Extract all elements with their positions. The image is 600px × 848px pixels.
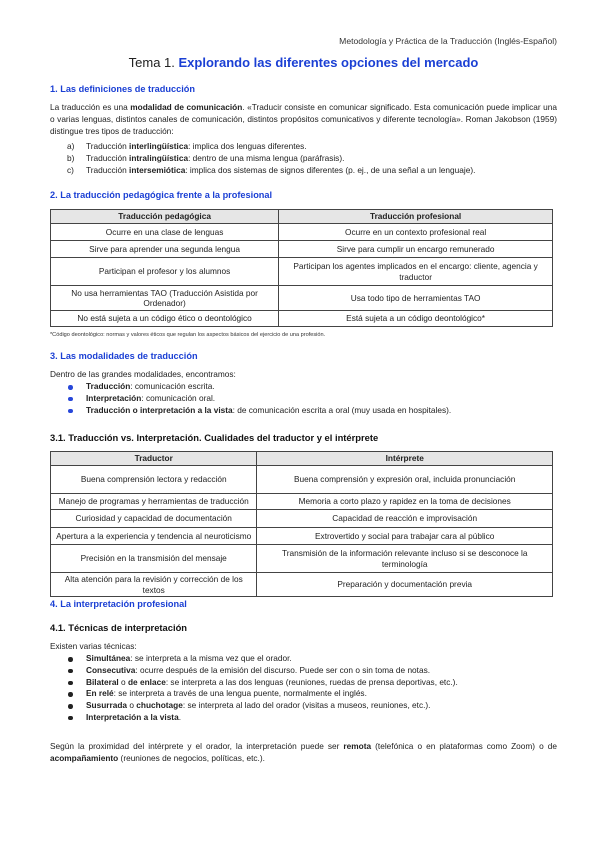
section-1-list bbox=[50, 141, 475, 176]
table-cell: Ocurre en un contexto profesional real bbox=[279, 224, 553, 241]
item-term: Interpretación a la vista bbox=[86, 711, 179, 722]
table-cell: Sirve para aprender una segunda lengua bbox=[51, 241, 279, 258]
bullet-icon bbox=[68, 716, 73, 721]
list-item bbox=[50, 712, 458, 724]
s1-text-bold: modalidad de comunicación bbox=[130, 102, 243, 112]
pedagogical-vs-professional-table bbox=[50, 209, 553, 327]
list-item bbox=[50, 665, 458, 677]
list-item bbox=[50, 153, 475, 165]
table-cell: Capacidad de reacción e improvisación bbox=[257, 510, 553, 528]
table-cell: Participan los agentes implicados en el encargo: cliente, agencia y traductor bbox=[279, 258, 553, 286]
title-main: Explorando las diferentes opciones del mercado bbox=[178, 55, 479, 70]
list-item bbox=[50, 141, 475, 153]
item-text: : implica dos sistemas de signos diferentes (p. ej., de una señal a un lenguaje). bbox=[185, 164, 476, 175]
item-text: . bbox=[178, 711, 181, 722]
footnote: *Código deontológico: normas y valores éticos que regulan los aspectos básicos del ejercicio de una profesión. bbox=[50, 332, 326, 338]
table-cell: No usa herramientas TAO (Traducción Asistida por Ordenador) bbox=[51, 286, 279, 311]
column-header: Intérprete bbox=[257, 452, 553, 466]
bullet-icon bbox=[68, 692, 73, 697]
bullet-icon bbox=[68, 669, 73, 674]
column-header: Traductor bbox=[51, 452, 257, 466]
item-text: : se interpreta al lado del orador (visitas a museos, reuniones, etc.). bbox=[182, 700, 431, 711]
list-marker: b) bbox=[67, 152, 75, 163]
table-cell: Curiosidad y capacidad de documentación bbox=[51, 510, 257, 528]
table-row bbox=[51, 573, 553, 597]
item-text: : se interpreta a la misma vez que el orador. bbox=[130, 653, 292, 663]
list-marker: c) bbox=[67, 164, 74, 175]
s1-text-a: La traducción es una bbox=[50, 102, 131, 112]
item-text: : se interpreta a las dos lenguas (reuniones, ruedas de prensa deportivas, etc.). bbox=[165, 676, 458, 687]
bullet-icon bbox=[68, 409, 73, 414]
table-cell: Apertura a la experiencia y tendencia al neuroticismo bbox=[51, 528, 257, 545]
table-row bbox=[51, 258, 553, 286]
item-text: : ocurre después de la emisión del discurso. Puede ser con o sin toma de notas. bbox=[135, 664, 431, 675]
table-cell: Está sujeta a un código deontológico* bbox=[279, 311, 553, 327]
item-connector: o bbox=[118, 676, 128, 687]
section-4-1-list bbox=[50, 653, 458, 724]
table-row bbox=[51, 286, 553, 311]
page-title bbox=[50, 55, 557, 70]
table-cell: Ocurre en una clase de lenguas bbox=[51, 224, 279, 241]
table-cell: Buena comprensión y expresión oral, incluida pronunciación bbox=[257, 466, 553, 494]
table-cell: No está sujeta a un código ético o deontológico bbox=[51, 311, 279, 327]
title-prefix: Tema 1. bbox=[128, 55, 179, 70]
s41-text-e: (reuniones de negocios, políticas, etc.). bbox=[118, 752, 265, 763]
table-cell: Precisión en la transmisión del mensaje bbox=[51, 545, 257, 573]
bullet-icon bbox=[68, 704, 73, 709]
section-4-1-intro: Existen varias técnicas: bbox=[50, 641, 137, 651]
item-text: : comunicación escrita. bbox=[130, 381, 215, 391]
s41-text-remota: remota bbox=[343, 741, 372, 751]
section-4-1-heading: 4.1. Técnicas de interpretación bbox=[50, 622, 188, 633]
list-item bbox=[50, 405, 451, 417]
bullet-icon bbox=[68, 385, 73, 390]
list-item bbox=[50, 653, 458, 665]
item-text: : de comunicación escrita a oral (muy usada en hospitales). bbox=[232, 404, 452, 415]
section-4-heading: 4. La interpretación profesional bbox=[50, 599, 187, 609]
list-item bbox=[50, 165, 475, 177]
list-item bbox=[50, 688, 458, 700]
table-row bbox=[51, 528, 553, 545]
item-term-alt: de enlace bbox=[127, 676, 166, 687]
table-row bbox=[51, 311, 553, 327]
item-text: : implica dos lenguas diferentes. bbox=[188, 141, 307, 151]
section-3-intro: Dentro de las grandes modalidades, encontramos: bbox=[50, 369, 236, 379]
table-row bbox=[51, 494, 553, 510]
table-header-row bbox=[51, 452, 553, 466]
item-term: Traducción o interpretación a la vista bbox=[86, 404, 233, 415]
item-prefix: Traducción bbox=[86, 152, 130, 163]
section-1-paragraph bbox=[50, 102, 557, 137]
running-header: Metodología y Práctica de la Traducción (Inglés-Español) bbox=[339, 36, 557, 46]
list-item bbox=[50, 381, 451, 393]
table-cell: Memoria a corto plazo y rapidez en la toma de decisiones bbox=[257, 494, 553, 510]
item-text: : se interpreta a través de una lengua puente, normalmente el inglés. bbox=[113, 688, 367, 699]
item-term: Interpretación bbox=[86, 392, 142, 403]
translator-vs-interpreter-table bbox=[50, 451, 553, 597]
section-3-heading: 3. Las modalidades de traducción bbox=[50, 351, 198, 361]
table-cell: Transmisión de la información relevante incluso si se desconoce la terminología bbox=[257, 545, 553, 573]
item-prefix: Traducción bbox=[86, 164, 130, 175]
list-item bbox=[50, 700, 458, 712]
section-1-heading: 1. Las definiciones de traducción bbox=[50, 84, 195, 94]
bullet-icon bbox=[68, 397, 73, 402]
s41-text-acompanamiento: acompañamiento bbox=[50, 752, 119, 763]
item-text: : comunicación oral. bbox=[141, 392, 216, 403]
table-cell: Manejo de programas y herramientas de traducción bbox=[51, 494, 257, 510]
section-3-1-heading: 3.1. Traducción vs. Interpretación. Cualidades del traductor y el intérprete bbox=[50, 432, 379, 443]
item-term: Susurrada bbox=[86, 700, 128, 711]
table-header-row bbox=[51, 210, 553, 224]
item-term: intersemiótica bbox=[129, 164, 186, 175]
table-row bbox=[51, 224, 553, 241]
table-cell: Participan el profesor y los alumnos bbox=[51, 258, 279, 286]
bullet-icon bbox=[68, 657, 73, 662]
table-cell: Buena comprensión lectora y redacción bbox=[51, 466, 257, 494]
table-row bbox=[51, 241, 553, 258]
table-cell: Preparación y documentación previa bbox=[257, 573, 553, 597]
table-cell: Sirve para cumplir un encargo remunerado bbox=[279, 241, 553, 258]
table-cell: Extrovertido y social para trabajar cara al público bbox=[257, 528, 553, 545]
list-item bbox=[50, 677, 458, 689]
item-term-alt: chuchotage bbox=[136, 700, 183, 711]
item-term: Traducción bbox=[86, 381, 131, 391]
item-connector: o bbox=[127, 700, 137, 711]
table-cell: Usa todo tipo de herramientas TAO bbox=[279, 286, 553, 311]
item-prefix: Traducción bbox=[86, 141, 130, 151]
item-term: interlingüística bbox=[129, 141, 189, 151]
table-row bbox=[51, 510, 553, 528]
item-term: Bilateral bbox=[86, 676, 119, 687]
s41-text-a: Según la proximidad del intérprete y el orador, la interpretación puede ser bbox=[50, 741, 344, 751]
column-header: Traducción profesional bbox=[279, 210, 553, 224]
item-text: : dentro de una misma lengua (paráfrasis). bbox=[188, 152, 345, 163]
item-term: Simultánea bbox=[86, 653, 131, 663]
section-3-list bbox=[50, 381, 451, 416]
list-marker: a) bbox=[67, 141, 75, 151]
item-term: intralingüística bbox=[129, 152, 189, 163]
item-term: En relé bbox=[86, 688, 114, 699]
section-4-1-paragraph bbox=[50, 741, 557, 765]
table-cell: Alta atención para la revisión y corrección de los textos bbox=[51, 573, 257, 597]
bullet-icon bbox=[68, 681, 73, 686]
section-2-heading: 2. La traducción pedagógica frente a la profesional bbox=[50, 190, 273, 200]
s1-text-c: . «Traducir consiste en comunicar significado. Esta comunicación puede implicar una o varias lenguas, distintos canales de comunicación, distintos propósitos comunicativos y diferente tecnología». Roman Jakobson (1959) distingue tres tipos de traducción: bbox=[50, 102, 557, 136]
s41-text-c: (telefónica o en plataformas como Zoom) o de bbox=[371, 741, 558, 751]
list-item bbox=[50, 393, 451, 405]
table-row bbox=[51, 545, 553, 573]
item-term: Consecutiva bbox=[86, 664, 136, 675]
table-row bbox=[51, 466, 553, 494]
column-header: Traducción pedagógica bbox=[51, 210, 279, 224]
